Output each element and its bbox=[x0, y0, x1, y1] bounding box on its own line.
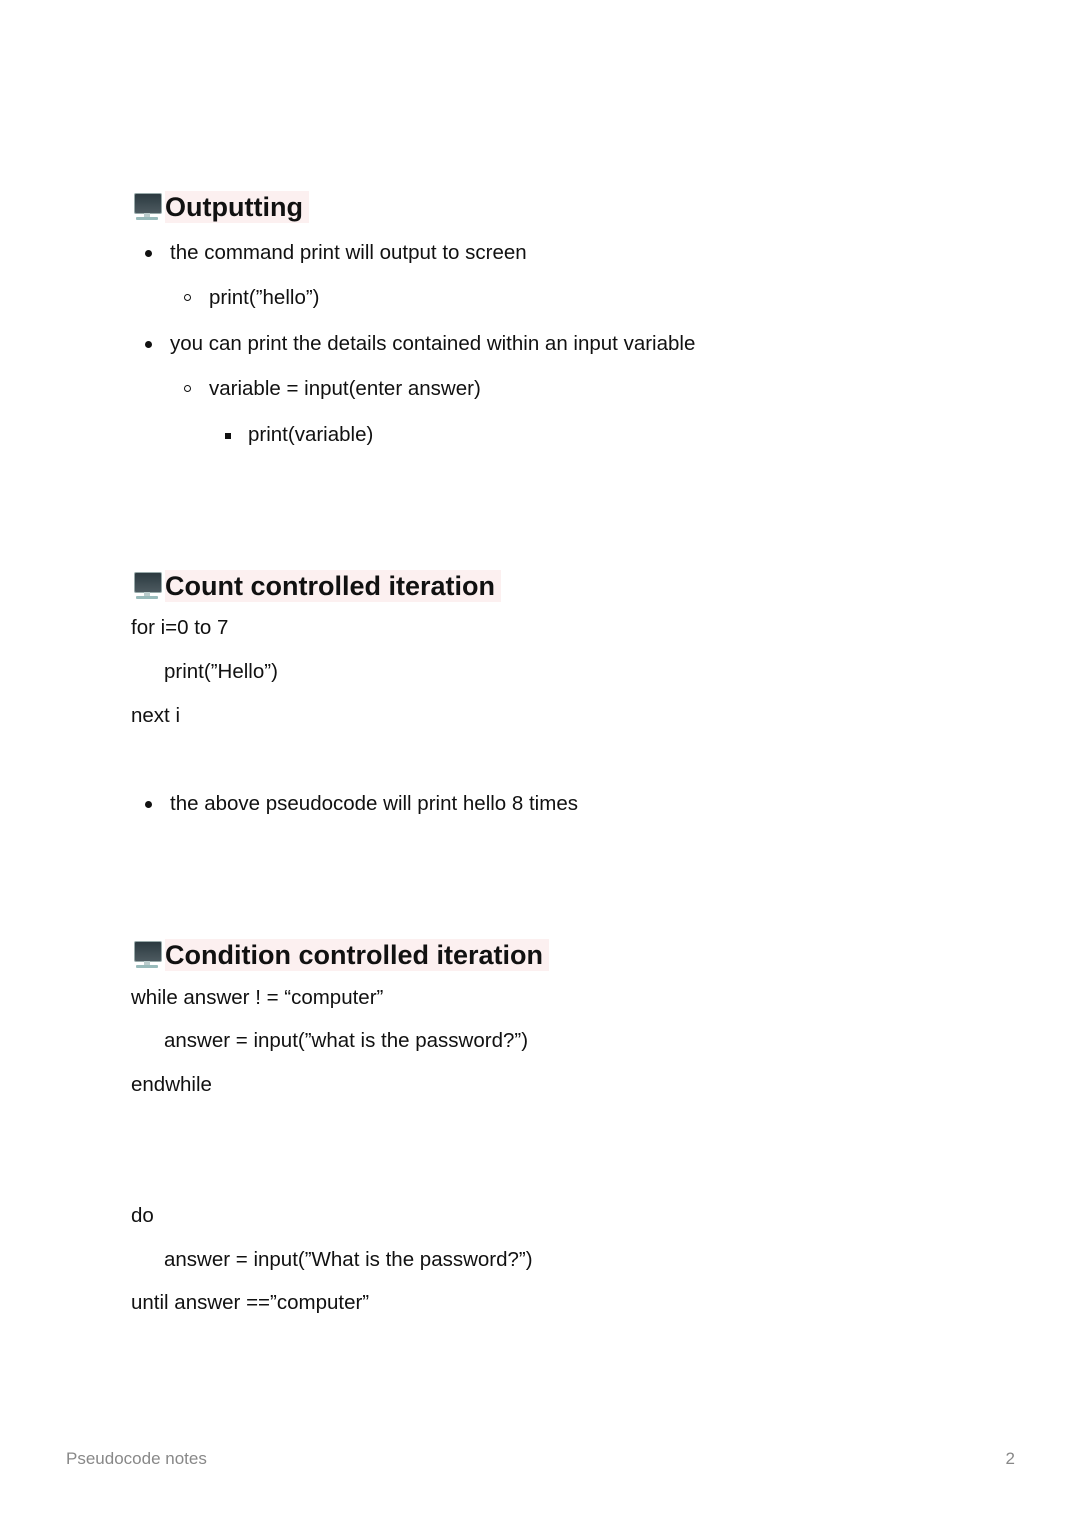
code-line: answer = input(”What is the password?”) bbox=[164, 1248, 533, 1271]
bullet-icon bbox=[145, 801, 152, 808]
list-item: the command print will output to screen bbox=[170, 241, 527, 264]
code-line: answer = input(”what is the password?”) bbox=[164, 1029, 529, 1052]
bullet-icon bbox=[145, 250, 152, 257]
circle-bullet-icon bbox=[184, 294, 191, 301]
list-item: print(”hello”) bbox=[209, 286, 320, 309]
heading-text: Condition controlled iteration bbox=[165, 939, 549, 971]
square-bullet-icon bbox=[225, 433, 231, 439]
heading-outputting bbox=[132, 191, 309, 223]
code-line: print(”Hello”) bbox=[164, 660, 278, 683]
desktop-computer-icon bbox=[132, 192, 162, 222]
circle-bullet-icon bbox=[184, 385, 191, 392]
list-item: variable = input(enter answer) bbox=[209, 377, 481, 400]
heading-condition-controlled-iteration bbox=[132, 939, 549, 971]
list-item: the above pseudocode will print hello 8 times bbox=[170, 792, 578, 815]
code-line: endwhile bbox=[131, 1073, 212, 1096]
code-line: for i=0 to 7 bbox=[131, 616, 229, 639]
list-item: print(variable) bbox=[248, 423, 374, 446]
code-line: do bbox=[131, 1204, 154, 1227]
desktop-computer-icon bbox=[132, 571, 162, 601]
code-line: while answer ! = “computer” bbox=[131, 986, 384, 1009]
code-line: until answer ==”computer” bbox=[131, 1291, 370, 1314]
heading-text: Outputting bbox=[165, 191, 309, 223]
page-number: 2 bbox=[1005, 1449, 1015, 1468]
code-line: next i bbox=[131, 704, 180, 727]
bullet-icon bbox=[145, 341, 152, 348]
list-item: you can print the details contained within an input variable bbox=[170, 332, 696, 355]
heading-text: Count controlled iteration bbox=[165, 570, 501, 602]
heading-count-controlled-iteration bbox=[132, 570, 501, 602]
footer-title: Pseudocode notes bbox=[66, 1449, 207, 1468]
desktop-computer-icon bbox=[132, 940, 162, 970]
